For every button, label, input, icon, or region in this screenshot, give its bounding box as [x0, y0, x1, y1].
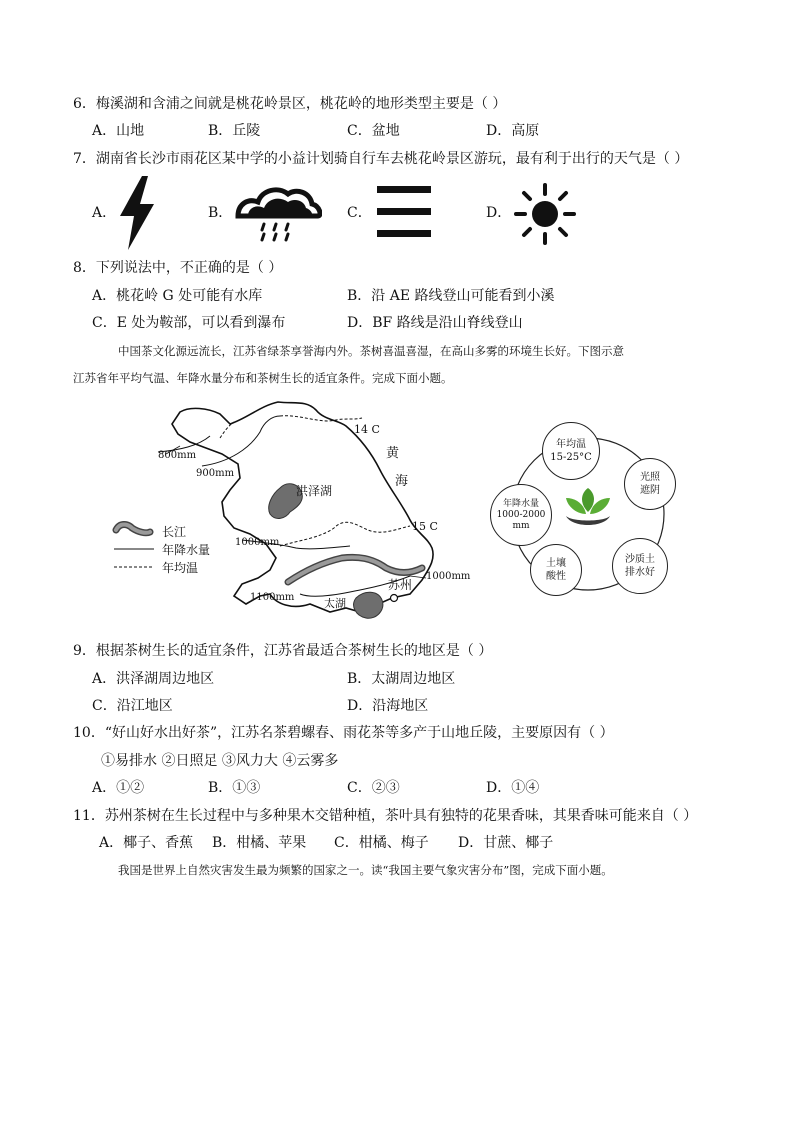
q10-items: ①易排水 ②日照足 ③风力大 ④云雾多: [101, 753, 339, 769]
q11-option-d[interactable]: D．甘蔗、椰子: [458, 835, 554, 851]
intro-paragraph-1-line-2: 江苏省年平均气温、年降水量分布和茶树生长的适宜条件。完成下面小题。: [73, 371, 453, 385]
yellow-sea-label-1: 黄: [386, 446, 400, 461]
q6-option-c[interactable]: C．盆地: [347, 123, 400, 139]
tea-leaf-icon: [562, 488, 614, 538]
q7-option-d[interactable]: D．: [486, 205, 512, 221]
condition-temperature: 年均温 15-25°C: [542, 422, 600, 480]
q6-option-a[interactable]: A．山地: [92, 123, 145, 139]
q8-option-c[interactable]: C．E 处为鞍部，可以看到瀑布: [92, 315, 286, 331]
q11-option-c[interactable]: C．柑橘、梅子: [334, 835, 429, 851]
rain-cloud-icon: [234, 186, 322, 246]
isohyet-800-label: 800mm: [158, 450, 197, 461]
q8-option-a[interactable]: A．桃花岭 G 处可能有水库: [92, 288, 263, 304]
q9-option-b[interactable]: B．太湖周边地区: [347, 671, 456, 687]
question-11-stem: 11．苏州茶树在生长过程中与多种果木交错种植，茶叶具有独特的花果香味，其果香味可能来自（ ）: [73, 808, 698, 824]
q11-option-a[interactable]: A．椰子、香蕉: [99, 835, 194, 851]
q10-option-b[interactable]: B．①③: [208, 780, 261, 796]
condition-soil-acidic: 土壤 酸性: [530, 544, 582, 596]
taihu-lake-label: 太湖: [324, 597, 346, 610]
yellow-sea-label-2: 海: [395, 474, 409, 489]
q10-option-c[interactable]: C．②③: [347, 780, 400, 796]
legend-yangtze: 长江: [162, 525, 187, 539]
q7-option-a[interactable]: A．: [92, 205, 117, 221]
hongze-lake-label: 洪泽湖: [296, 484, 333, 498]
intro-paragraph-1-line-1: 中国茶文化源远流长，江苏省绿茶享誉海内外。茶树喜温喜湿，在高山多雾的环境生长好。下图示意: [118, 344, 624, 358]
q8-option-d[interactable]: D．BF 路线是沿山脊线登山: [347, 315, 523, 331]
question-10-stem: 10．“好山好水出好茶”，江苏名茶碧螺春、雨花茶等多产于山地丘陵，主要原因有（ ）: [73, 725, 614, 741]
jiangsu-map: [110, 398, 480, 628]
question-6-stem: 6．梅溪湖和含浦之间就是桃花岭景区，桃花岭的地形类型主要是（ ）: [73, 96, 507, 112]
fog-icon: [377, 186, 431, 242]
suzhou-label: 苏州: [388, 578, 413, 592]
question-8-stem: 8．下列说法中，不正确的是（ ）: [73, 260, 283, 276]
q7-option-b[interactable]: B．: [208, 205, 233, 221]
isohyet-1000-west-label: 1000mm: [235, 537, 280, 548]
condition-sandy-soil: 沙质土 排水好: [612, 538, 668, 594]
condition-light: 光照 遮阴: [624, 458, 676, 510]
q10-option-a[interactable]: A．①②: [92, 780, 145, 796]
isohyet-1100-label: 1100mm: [250, 592, 295, 603]
q10-option-d[interactable]: D．①④: [486, 780, 540, 796]
sun-icon: [514, 183, 576, 249]
isohyet-900-label: 900mm: [196, 468, 235, 479]
q9-option-a[interactable]: A．洪泽湖周边地区: [92, 671, 215, 687]
question-7-stem: 7．湖南省长沙市雨花区某中学的小益计划骑自行车去桃花岭景区游玩，最有利于出行的天气是（ ）: [73, 151, 689, 167]
q7-option-c[interactable]: C．: [347, 205, 372, 221]
legend-mean-temperature: 年均温: [162, 561, 199, 575]
q9-option-c[interactable]: C．沿江地区: [92, 698, 173, 714]
lightning-icon: [116, 176, 158, 254]
tea-conditions-diagram: [490, 420, 690, 600]
q6-option-b[interactable]: B．丘陵: [208, 123, 261, 139]
condition-precipitation: 年降水量 1000-2000 mm: [490, 484, 552, 546]
q8-option-b[interactable]: B．沿 AE 路线登山可能看到小溪: [347, 288, 555, 304]
legend-precipitation: 年降水量: [162, 543, 211, 557]
isohyet-1000-east-label: 1000mm: [426, 571, 471, 582]
question-9-stem: 9．根据茶树生长的适宜条件，江苏省最适合茶树生长的地区是（ ）: [73, 643, 493, 659]
isotherm-14-label: 14 C: [354, 423, 380, 436]
intro-paragraph-2: 我国是世界上自然灾害发生最为频繁的国家之一。读“我国主要气象灾害分布”图，完成下面小题。: [118, 863, 613, 877]
q11-option-b[interactable]: B．柑橘、苹果: [212, 835, 307, 851]
q9-option-d[interactable]: D．沿海地区: [347, 698, 429, 714]
q6-option-d[interactable]: D．高原: [486, 123, 540, 139]
isotherm-15-label: 15 C: [412, 520, 438, 533]
